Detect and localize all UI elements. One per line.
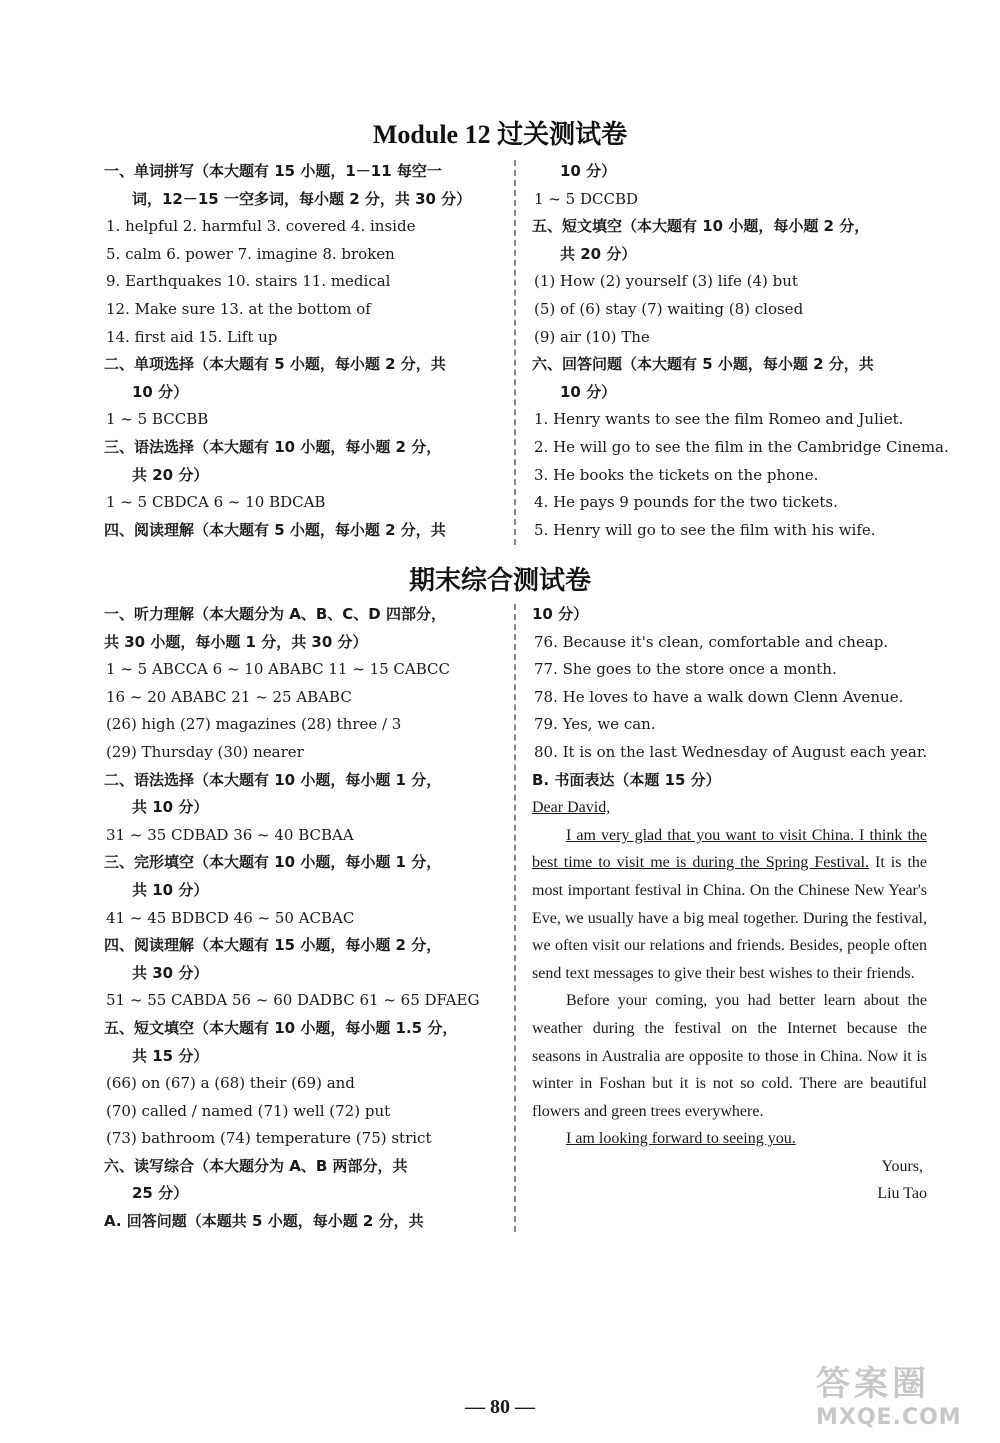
- section-heading: 10 分）: [532, 605, 589, 623]
- section-heading: 共 10 分）: [132, 880, 209, 899]
- letter-paragraph-1: [532, 822, 927, 988]
- answer-line: (70) called / named (71) well (72) put: [106, 1101, 391, 1120]
- column-divider-2: [514, 604, 516, 1232]
- final-left-column: [104, 601, 504, 1236]
- final-exam-title: 期末综合测试卷: [408, 566, 591, 595]
- answer-line: 16 ~ 20 ABABC 21 ~ 25 ABABC: [106, 687, 352, 706]
- section-heading: 词，12－15 一空多词，每小题 2 分，共 30 分）: [132, 189, 472, 208]
- answer-line: 5. Henry will go to see the film with his wife.: [534, 520, 876, 539]
- letter-paragraph-3: [532, 1125, 927, 1153]
- section-heading: 10 分）: [132, 382, 189, 401]
- section-heading: 共 15 分）: [132, 1046, 209, 1065]
- section-heading: 五、短文填空（本大题有 10 小题，每小题 2 分，: [532, 217, 870, 236]
- column-divider: [514, 160, 516, 545]
- answer-line: 31 ~ 35 CDBAD 36 ~ 40 BCBAA: [106, 825, 354, 844]
- answer-line: 3. He books the tickets on the phone.: [534, 465, 819, 484]
- section-heading: B. 书面表达（本题 15 分）: [532, 770, 721, 789]
- answer-line: (9) air (10) The: [534, 327, 650, 346]
- answer-line: 1 ~ 5 ABCCA 6 ~ 10 ABABC 11 ~ 15 CABCC: [106, 660, 450, 679]
- section-heading: 25 分）: [132, 1184, 189, 1203]
- answer-line: 41 ~ 45 BDBCD 46 ~ 50 ACBAC: [106, 908, 355, 927]
- answer-line: 80. It is on the last Wednesday of August each year.: [534, 742, 928, 761]
- letter-signature: Liu Tao: [877, 1185, 927, 1203]
- answer-line: 79. Yes, we can.: [534, 715, 656, 734]
- section-heading: 共 30 小题，每小题 1 分，共 30 分）: [104, 632, 368, 651]
- section-heading: 四、阅读理解（本大题有 5 小题，每小题 2 分，共: [104, 520, 446, 539]
- watermark-top: 答案圈: [816, 1364, 930, 1404]
- letter-paragraph-2: Before your coming, you had better learn about the weather during the festival on the Internet because the seasons in Australia are opposite to those in China. Now it is winter in Foshan but it is not so cold. There are beautiful flowers and green trees everywhere.: [532, 992, 927, 1120]
- essay-letter: [532, 794, 927, 1208]
- letter-paragraph-1-rest: It is the most important festival in China. On the Chinese New Year's Eve, we usually have a big meal together. During the festival, we often visit our relations and friends. Besides, people often send text messages to give their best wishes to their friends.: [532, 854, 927, 982]
- letter-underlined-sentence: I am very glad that you want to visit China. I think the best time to visit me is during the Spring Festival.: [532, 826, 927, 872]
- final-right-column: [532, 601, 927, 1208]
- answer-line: 1 ~ 5 DCCBD: [534, 189, 638, 208]
- section-heading: 六、读写综合（本大题分为 A、B 两部分，共: [104, 1156, 408, 1175]
- answer-line: 1 ~ 5 BCCBB: [106, 410, 209, 429]
- section-heading: 共 10 分）: [132, 798, 209, 817]
- answer-line: (66) on (67) a (68) their (69) and: [106, 1074, 355, 1093]
- answer-line: (1) How (2) yourself (3) life (4) but: [534, 272, 798, 291]
- section-heading: 共 20 分）: [132, 465, 209, 484]
- answer-line: (29) Thursday (30) nearer: [106, 742, 304, 761]
- module12-left-column: [104, 158, 504, 544]
- section-heading: 一、单词拼写（本大题有 15 小题，1－11 每空一: [104, 162, 442, 180]
- answer-line: 51 ~ 55 CABDA 56 ~ 60 DADBC 61 ~ 65 DFAEG: [106, 991, 480, 1010]
- section-heading: 五、短文填空（本大题有 10 小题，每小题 1.5 分，: [104, 1018, 458, 1037]
- letter-closing: Yours,: [881, 1157, 923, 1175]
- module12-title: Module 12 过关测试卷: [372, 120, 628, 149]
- answer-line: (26) high (27) magazines (28) three / 3: [106, 715, 402, 734]
- answer-line: 2. He will go to see the film in the Cambridge Cinema.: [534, 437, 949, 456]
- section-heading: 10 分）: [560, 162, 617, 180]
- letter-closing-sentence: I am looking forward to seeing you.: [566, 1130, 796, 1148]
- answer-line: 77. She goes to the store once a month.: [534, 660, 837, 679]
- answer-line: (5) of (6) stay (7) waiting (8) closed: [534, 299, 804, 318]
- section-heading: 四、阅读理解（本大题有 15 小题，每小题 2 分，: [104, 936, 442, 955]
- page-number: — 80 —: [465, 1396, 535, 1418]
- answer-line: 12. Make sure 13. at the bottom of: [106, 299, 371, 318]
- module12-right-column: [532, 158, 949, 544]
- answer-line: 9. Earthquakes 10. stairs 11. medical: [106, 272, 391, 291]
- section-heading: 二、语法选择（本大题有 10 小题，每小题 1 分，: [104, 770, 442, 789]
- answer-line: 1. Henry wants to see the film Romeo and Juliet.: [534, 410, 904, 429]
- section-heading: 一、听力理解（本大题分为 A、B、C、D 四部分，: [104, 605, 446, 623]
- answer-line: 14. first aid 15. Lift up: [106, 327, 278, 346]
- section-heading: 共 30 分）: [132, 963, 209, 982]
- section-heading: 六、回答问题（本大题有 5 小题，每小题 2 分，共: [532, 355, 874, 374]
- answer-line: 1. helpful 2. harmful 3. covered 4. inside: [106, 217, 416, 236]
- watermark-bottom: MXQE.COM: [816, 1405, 962, 1430]
- section-heading: 二、单项选择（本大题有 5 小题，每小题 2 分，共: [104, 355, 446, 374]
- letter-greeting: Dear David,: [532, 799, 611, 817]
- answer-line: 78. He loves to have a walk down Clenn Avenue.: [534, 687, 904, 706]
- answer-line: 5. calm 6. power 7. imagine 8. broken: [106, 244, 395, 263]
- answer-line: 4. He pays 9 pounds for the two tickets.: [534, 493, 838, 512]
- answer-line: 76. Because it's clean, comfortable and cheap.: [534, 632, 889, 651]
- section-heading: 三、完形填空（本大题有 10 小题，每小题 1 分，: [104, 853, 442, 872]
- watermark-logo: [816, 1356, 986, 1436]
- answer-line: (73) bathroom (74) temperature (75) strict: [106, 1129, 432, 1148]
- section-heading: A. 回答问题（本题共 5 小题，每小题 2 分，共: [104, 1212, 424, 1231]
- section-heading: 三、语法选择（本大题有 10 小题，每小题 2 分，: [104, 437, 442, 456]
- section-heading: 10 分）: [560, 382, 617, 401]
- answer-line: 1 ~ 5 CBDCA 6 ~ 10 BDCAB: [106, 493, 326, 512]
- section-heading: 共 20 分）: [560, 244, 637, 263]
